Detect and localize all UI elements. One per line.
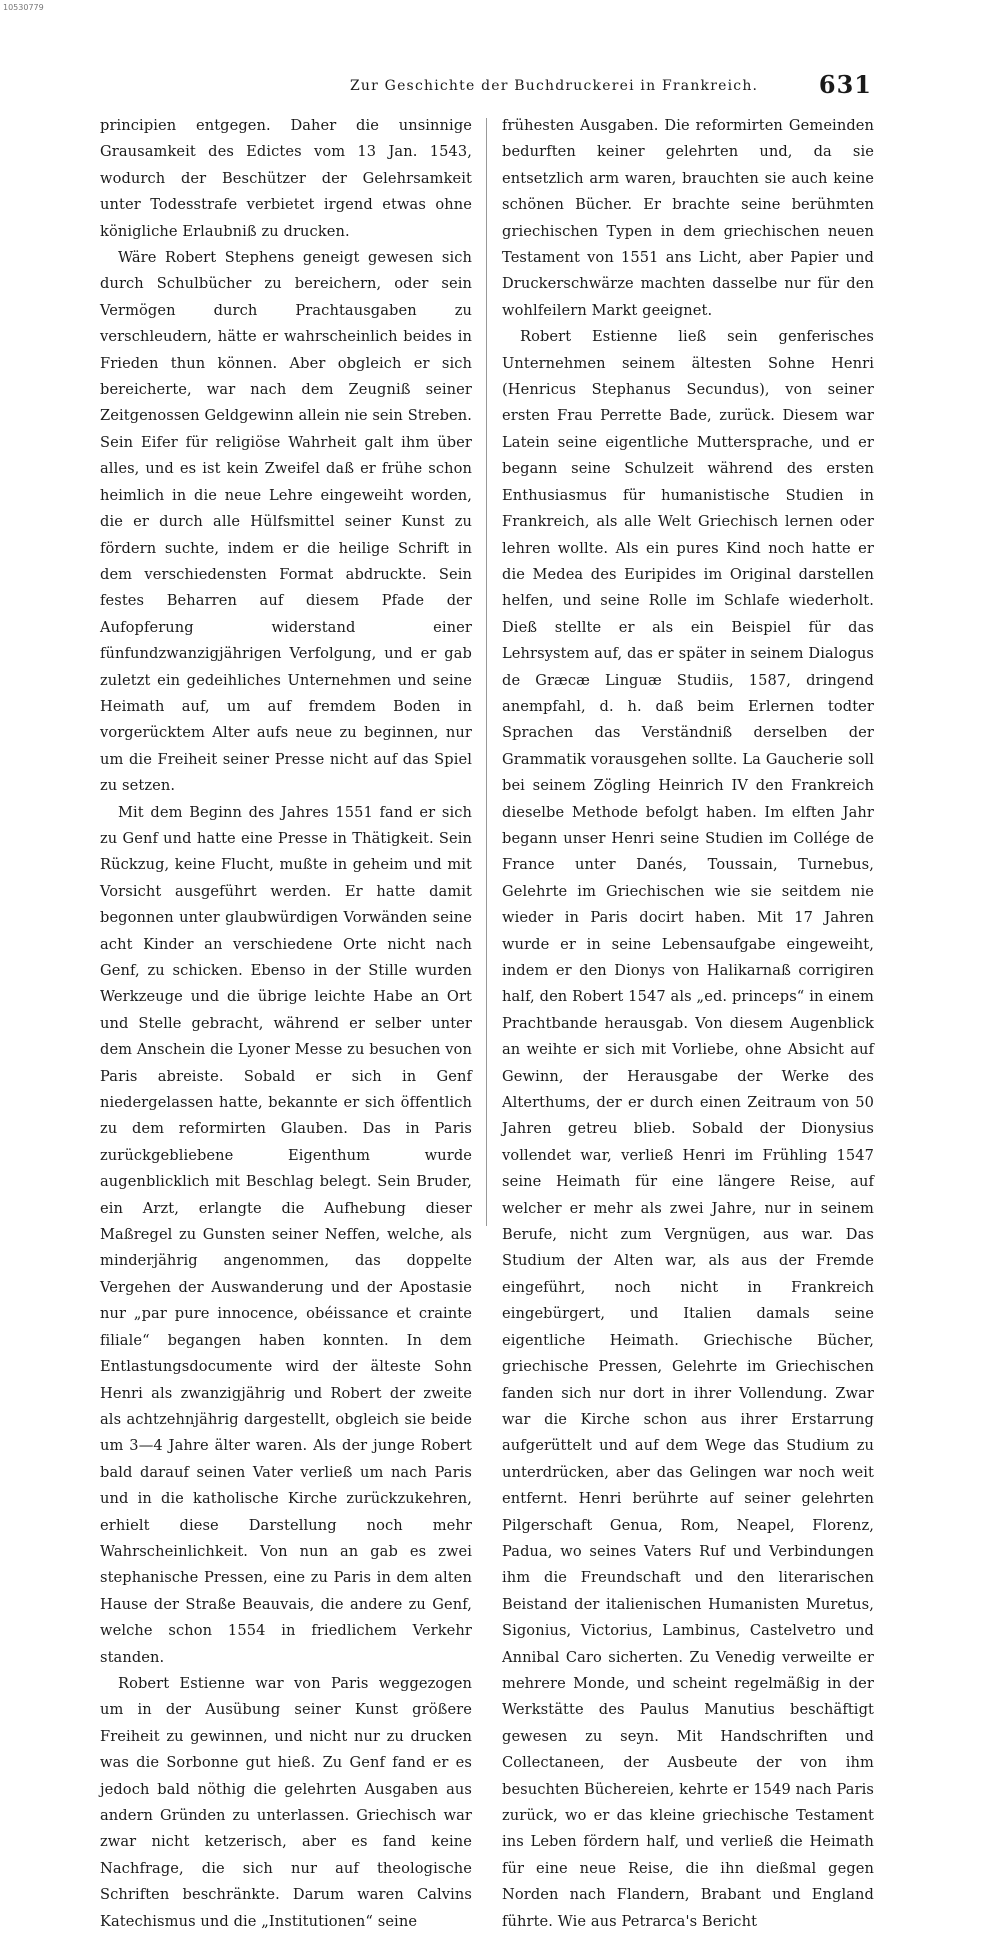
scan-id: 10530779 [3,3,44,12]
left-column [100,113,472,1935]
paragraph: frühesten Ausgaben. Die reformirten Gemeinden bedurften keiner gelehrten und, da sie entsetzlich arm waren, brauchten sie auch keine schönen Bücher. Er brachte seine berühmten griechischen Typen in dem griechischen neuen Testament von 1551 ans Licht, aber Papier und Druckerschwärze machten dasselbe nur für den wohlfeilern Markt geeignet. [502,117,874,319]
running-title: Zur Geschichte der Buchdruckerei in Frankreich. [350,78,759,94]
paragraph: Mit dem Beginn des Jahres 1551 fand er sich zu Genf und hatte eine Presse in Thätigkeit. Sein Rückzug, keine Flucht, mußte in geheim und mit Vorsicht ausgeführt werden. Er hatte damit begonnen unter glaubwürdigen Vorwänden seine acht Kinder an verschiedene Orte nicht nach Genf, zu schicken. Ebenso in der Stille wurden Werkzeuge und die übrige leichte Habe an Ort und Stelle gebracht, während er selber unter dem Anschein die Lyoner Messe zu besuchen von Paris abreiste. Sobald er sich in Genf niedergelassen hatte, bekannte er sich öffentlich zu dem reformirten Glauben. Das in Paris zurückgebliebene Eigenthum wurde augenblicklich mit Beschlag belegt. Sein Bruder, ein Arzt, erlangte die Aufhebung dieser Maßregel zu Gunsten seiner Neffen, welche, als minderjährig angenommen, das doppelte Vergehen der Auswanderung und der Apostasie nur „par pure innocence, obéissance et crainte filiale“ begangen haben konnten. In dem Entlastungsdocumente wird der älteste Sohn Henri als zwanzigjährig und Robert der zweite als achtzehnjährig dargestellt, obgleich sie beide um 3—4 Jahre älter waren. Als der junge Robert bald darauf seinen Vater verließ um nach Paris und in die katholische Kirche zurückzukehren, erhielt diese Darstellung noch mehr Wahrscheinlichkeit. Von nun an gab es zwei stephanische Pressen, eine zu Paris in dem alten Hause der Straße Beauvais, die andere zu Genf, welche schon 1554 in friedlichem Verkehr standen. [100,803,472,1666]
paragraph: Wäre Robert Stephens geneigt gewesen sich durch Schulbücher zu bereichern, oder sein Vermögen durch Prachtausgaben zu verschleudern, hätte er wahrscheinlich beides in Frieden thun können. Aber obgleich er sich bereicherte, war nach dem Zeugniß seiner Zeitgenossen Geldgewinn allein nie sein Streben. Sein Eifer für religiöse Wahrheit galt ihm über alles, und es ist kein Zweifel daß er frühe schon heimlich in die neue Lehre eingeweiht worden, die er durch alle Hülfsmittel seiner Kunst zu fördern suchte, indem er die heilige Schrift in dem verschiedensten Format abdruckte. Sein festes Beharren auf diesem Pfade der Aufopferung widerstand einer fünfundzwanzigjährigen Verfolgung, und er gab zuletzt ein gedeihliches Unternehmen und seine Heimath auf, um auf fremdem Boden in vorgerücktem Alter aufs neue zu beginnen, nur um die Freiheit seiner Presse nicht auf das Spiel zu setzen. [100,249,472,795]
paragraph: Robert Estienne war von Paris weggezogen um in der Ausübung seiner Kunst größere Freiheit zu gewinnen, und nicht nur zu drucken was die Sorbonne gut hieß. Zu Genf fand er es jedoch bald nöthig die gelehrten Ausgaben aus andern Gründen zu unterlassen. Griechisch war zwar nicht ketzerisch, aber es fand keine Nachfrage, die sich nur auf theologische Schriften beschränkte. Darum waren Calvins Katechismus und die „Institutionen“ seine [100,1674,472,1930]
paragraph: Robert Estienne ließ sein genferisches Unternehmen seinem ältesten Sohne Henri (Henricus Stephanus Secundus), von seiner ersten Frau Perrette Bade, zurück. Diesem war Latein seine eigentliche Muttersprache, und er begann seine Schulzeit während des ersten Enthusiasmus für humanistische Studien in Frankreich, als alle Welt Griechisch lernen oder lehren wollte. Als ein pures Kind noch hatte er die Medea des Euripides im Original darstellen helfen, und seine Rolle im Schlafe wiederholt. Dieß stellte er als ein Beispiel für das Lehrsystem auf, das er später in seinem Dialogus de Græcæ Linguæ Studiis, 1587, dringend anempfahl, d. h. daß beim Erlernen todter Sprachen das Verständniß derselben der Grammatik vorausgehen sollte. La Gaucherie soll bei seinem Zögling Heinrich IV den Frankreich dieselbe Methode befolgt haben. Im elften Jahr begann unser Henri seine Studien im Collége de France unter Danés, Toussain, Turnebus, Gelehrte im Griechischen wie sie seitdem nie wieder in Paris docirt haben. Mit 17 Jahren wurde er in seine Lebensaufgabe eingeweiht, indem er den Dionys von Halikarnaß corrigiren half, den Robert 1547 als „ed. princeps“ in einem Prachtbande herausgab. Von diesem Augenblick an weihte er sich mit Vorliebe, ohne Absicht auf Gewinn, der Herausgabe der Werke des Alterthums, der er durch einen Zeitraum von 50 Jahren getreu blieb. Sobald der Dionysius vollendet war, verließ Henri im Frühling 1547 seine Heimath für eine längere Reise, auf welcher er mehr als zwei Jahre, nur in seinem Berufe, nicht zum Vergnügen, aus war. Das Studium der Alten war, als aus der Fremde eingeführt, noch nicht in Frankreich eingebürgert, und Italien damals seine eigentliche Heimath. Griechische Bücher, griechische Pressen, Gelehrte im Griechischen fanden sich nur dort in ihrer Vollendung. Zwar war die Kirche schon aus ihrer Erstarrung aufgerüttelt und auf dem Wege das Studium zu unterdrücken, aber das Gelingen war noch weit entfernt. Henri berührte auf seiner gelehrten Pilgerschaft Genua, Rom, Neapel, Florenz, Padua, wo seines Vaters Ruf und Verbindungen ihm die Freundschaft und den literarischen Beistand der italienischen Humanisten Muretus, Sigonius, Victorius, Lambinus, Castelvetro und Annibal Caro sicherten. Zu Venedig verweilte er mehrere Monde, und scheint regelmäßig in der Werkstätte des Paulus Manutius beschäftigt gewesen zu seyn. Mit Handschriften und Collectaneen, der Ausbeute der von ihm besuchten Büchereien, kehrte er 1549 nach Paris zurück, wo er das kleine griechische Testament ins Leben fördern half, und verließ die Heimath für eine neue Reise, die ihn dießmal gegen Norden nach Flandern, Brabant und England führte. Wie aus Petrarca's Bericht [502,328,874,1930]
right-column [502,113,874,1935]
running-head [100,70,880,104]
page-number: 631 [818,70,872,99]
paragraph: principien entgegen. Daher die unsinnige Grausamkeit des Edictes vom 13 Jan. 1543, wodurch der Beschützer der Gelehrsamkeit unter Todesstrafe verbietet irgend etwas ohne königliche Erlaubniß zu drucken. [100,117,472,240]
column-divider [486,118,487,1226]
